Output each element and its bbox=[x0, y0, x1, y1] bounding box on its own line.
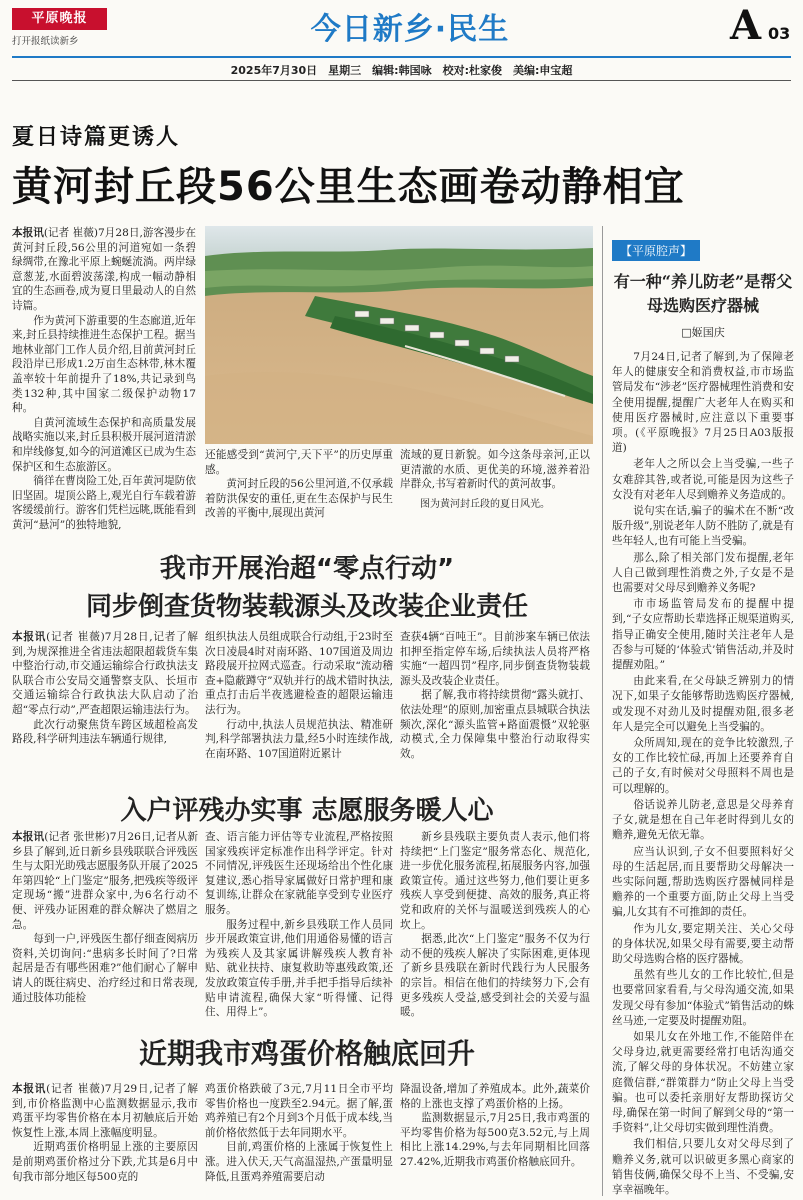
story3-paragraph: 查、语言能力评估等专业流程,严格按照国家残疾评定标准作出科学评定。针对不同情况,评残医生还现场给出个性化康复建议,悉心指导家属做好日常护理和康复训练,让群众在家就能享受到专业医疗服务。 bbox=[205, 831, 393, 916]
sidebar-divider bbox=[602, 226, 603, 1196]
story3-lead: 本报讯 bbox=[12, 831, 45, 843]
story3-paragraph: 7月26日,记者从新乡县了解到,近日新乡县残联联合评残医生与太阳光助残志愿服务队开展了2025年第四轮“上门鉴定”服务,把残疾等级评定现场“搬”进群众家中,为6名行动不便、评残办证困难的群众解决了燃眉之急。 bbox=[12, 831, 199, 931]
story2-paragraph: 此次行动聚焦货车跨区域超检高发路段,科学研判违法车辆通行规律, bbox=[12, 718, 198, 746]
sidebar-column-tag: 【平原腔声】 bbox=[612, 240, 700, 261]
header-rule bbox=[12, 56, 791, 58]
story4-lead: 本报讯 bbox=[12, 1083, 47, 1095]
story2-column-3 bbox=[400, 630, 590, 761]
story1-paragraph-2: 作为黄河下游重要的生态廊道,近年来,封丘县持续推进生态保护工程。据当地林业部门工作人员介绍,目前黄河封丘段沿岸已形成1.2万亩生态林带,林木覆盖率较十年前提升了18%,共记录到鸟类132种,其中国家二级保护动物17种。 bbox=[12, 314, 196, 415]
story2-paragraph: 查获4辆“百吨王”。目前涉案车辆已依法扣押至指定停车场,后续执法人员将严格实施“一超四罚”程序,同步倒查货物装载源头及改装企业责任。 bbox=[400, 631, 590, 687]
story1-column-2 bbox=[205, 448, 393, 521]
story4-column-2 bbox=[205, 1082, 393, 1184]
header-divider bbox=[12, 80, 791, 81]
story3-column-2 bbox=[205, 830, 393, 1020]
sidebar-paragraph: 老年人之所以会上当受骗,一些子女难辞其咎,或者说,可能是因为这些子女没有对老年人尽到赡养义务造成的。 bbox=[612, 458, 794, 501]
story3-byline: (记者 张世彬) bbox=[44, 831, 110, 843]
story3-paragraph: 服务过程中,新乡县残联工作人员同步开展政策宣讲,他们用通俗易懂的语言为残疾人及其家属讲解残疾人教育补贴、就业扶持、康复救助等惠残政策,还发放政策宣传手册,并手把手指导后续补贴申请流程,确保大家“听得懂、记得住、用得上”。 bbox=[205, 918, 393, 1019]
story3-column-3 bbox=[400, 830, 590, 1020]
story2-paragraph: 行动中,执法人员规范执法、精准研判,科学部署执法力量,经5小时连续作战,在南环路、107国道附近累计 bbox=[205, 718, 393, 760]
sidebar-paragraph: 众所周知,现在的竞争比较激烈,子女的工作比较忙碌,再加上还要养育自己的子女,有时候对父母照料不周也是可以理解的。 bbox=[612, 737, 794, 795]
story4-paragraph: 鸡蛋价格跌破了3元,7月11日全市平均零售价格也一度跌至2.94元。据了解,蛋鸡养殖已有2个月到3个月低于成本线,当前价格依然低于去年同期水平。 bbox=[205, 1083, 393, 1139]
dateline: 2025年7月30日 星期三 编辑:韩国咏 校对:杜家俊 美编:申宝超 bbox=[230, 64, 573, 77]
section-title: 今日新乡·民生 bbox=[310, 12, 510, 47]
story1-column-1 bbox=[12, 226, 196, 532]
logo-slogan: 打开报纸读新乡 bbox=[12, 36, 79, 47]
story1-paragraph-5: 还能感受到“黄河宁,天下平”的历史厚重感。 bbox=[205, 449, 393, 476]
story1-paragraph-4: 徜徉在曹岗险工处,百年黄河堤防依旧坚固。堤顶公路上,观光自行车载着游客缓缓前行。游客们凭栏远眺,既能看到黄河“悬河”的独特地貌, bbox=[12, 475, 196, 531]
story1-kicker: 夏日诗篇更诱人 bbox=[12, 124, 181, 150]
sidebar-paragraph: 应当认识到,子女不但要照料好父母的生活起居,而且要帮助父母解决一些实际问题,帮助选购医疗器械同样是赡养的一个重要方面,防止父母上当受骗,儿女其有不可推卸的责任。 bbox=[612, 845, 794, 919]
story4-paragraph: 降温设备,增加了养殖成本。此外,蔬菜价格的上涨也支撑了鸡蛋价格的上扬。 bbox=[400, 1083, 590, 1110]
story1-paragraph-7: 流域的夏日新貌。如今这条母亲河,正以更清澈的水质、更优美的环境,滋养着沿岸群众,书写着新时代的黄河故事。 bbox=[400, 449, 590, 491]
story2-byline: (记者 崔薇) bbox=[46, 631, 105, 643]
newspaper-logo: 平原晚报 bbox=[12, 8, 107, 30]
page-letter: A bbox=[730, 2, 762, 49]
photo-caption: 图为黄河封丘段的夏日风光。 bbox=[420, 498, 550, 510]
sidebar-paragraph: 虽然有些儿女的工作比较忙,但是也要常回家看看,与父母沟通交流,如果发现父母有参加“体验式”销售活动的蛛丝马迹,一定要及时提醒劝阻。 bbox=[612, 969, 794, 1027]
sidebar-author: □姬国庆 bbox=[681, 326, 725, 339]
story1-paragraph-3: 自黄河流域生态保护和高质量发展战略实施以来,封丘县积极开展河道清淤和岸线修复,如今的河道滩区已成为生态保护区和生态旅游区。 bbox=[12, 416, 196, 473]
story3-paragraph: 据悉,此次“上门鉴定”服务不仅为行动不便的残疾人解决了实际困难,更体现了新乡县残联在新时代践行为人民服务的宗旨。相信在他们的持续努力下,会有更多残疾人受益,感受到社会的关爱与温暖。 bbox=[400, 933, 590, 1019]
story2-column-2 bbox=[205, 630, 393, 761]
story2-lead: 本报讯 bbox=[12, 631, 47, 643]
story4-column-3 bbox=[400, 1082, 590, 1170]
story1-paragraph-1: 7月28日,游客漫步在黄河封丘段,56公里的河道宛如一条碧绿绸带,在豫北平原上蜿蜒流淌。两岸绿意葱茏,水面碧波荡漾,构成一幅动静相宜的生态画卷,成为夏日里最动人的自然诗篇。 bbox=[12, 227, 197, 312]
story4-headline: 近期我市鸡蛋价格触底回升 bbox=[138, 1037, 475, 1070]
story1-paragraph-6: 黄河封丘段的56公里河道,不仅承载着防洪保安的重任,更在生态保护与民生改善的平衡中,展现出黄河 bbox=[205, 478, 393, 520]
story1-column-3 bbox=[400, 448, 590, 512]
story4-byline: (记者 崔薇) bbox=[46, 1083, 105, 1095]
story2-paragraph: 据了解,我市将持续贯彻“露头就打、依法处理”的原则,加密重点县城联合执法频次,深化“源头监管+路面震慑”双轮驱动模式,全力保障集中整治行动取得实效。 bbox=[400, 689, 590, 760]
story4-paragraph: 监测数据显示,7月25日,我市鸡蛋的平均零售价格为每500克3.52元,与上周相比上涨14.29%,与去年同期相比回落27.42%,近期我市鸡蛋价格触底回升。 bbox=[400, 1112, 590, 1168]
story3-paragraph: 新乡县残联主要负责人表示,他们将持续把“上门鉴定”服务常态化、规范化,进一步优化服务流程,拓展服务内容,加强政策宣传。通过这些努力,他们要让更多残疾人享受到便捷、高效的服务,真正将党和政府的关怀与温暖送到残疾人的心坎上。 bbox=[400, 831, 590, 931]
story1-lead: 本报讯 bbox=[12, 227, 44, 239]
story1-byline: (记者 崔薇) bbox=[43, 227, 99, 239]
sidebar-paragraph: 说句实在话,骗子的骗术在不断“改版升级”,别说老年人防不胜防了,就是有些年轻人,也有可能上当受骗。 bbox=[612, 505, 794, 548]
story3-column-1 bbox=[12, 830, 198, 1005]
sidebar-paragraph: 我们相信,只要儿女对父母尽到了赡养义务,就可以识破更多黑心商家的销售伎俩,确保父母不上当、不受骗,安享幸福晚年。 bbox=[612, 1138, 794, 1196]
sidebar-paragraph: 如果儿女在外地工作,不能陪伴在父母身边,就更需要经常打电话沟通交流,了解父母的身体状况。不妨建立家庭微信群,“群策群力”防止父母上当受骗。也可以委托亲朋好友帮助探访父母,确保在第一时间了解到父母的“第一手资料”,让父母切实做到理性消费。 bbox=[612, 1030, 794, 1135]
story2-headline-line2: 同步倒查货物装载源头及改装企业责任 bbox=[85, 592, 528, 622]
story2-paragraph: 组织执法人员组成联合行动组,于23时至次日凌晨4时对南环路、107国道及周边路段展开拉网式巡查。行动采取“流动稽查+隐蔽蹲守”双轨并行的战术错时执法,重点打击后半夜逃避检查的超限运输违法行为。 bbox=[205, 631, 393, 716]
sidebar-paragraph: 市市场监管局发布的提醒中提到,“子女应帮助长辈选择正规渠道购买,指导正确安全使用,随时关注老年人是否参与可疑的‘体验式’销售活动,并及时提醒劝阻。” bbox=[612, 598, 794, 672]
story4-paragraph: 7月29日,记者了解到,市价格监测中心监测数据显示,我市鸡蛋平均零售价格在本月初触底后开始恢复性上涨,本周上涨幅度明显。 bbox=[12, 1083, 199, 1139]
sidebar-headline: 有一种“养儿防老”是帮父母选购医疗器械 bbox=[613, 272, 793, 315]
story4-paragraph: 目前,鸡蛋价格的上涨属于恢复性上涨。进入伏天,天气高温湿热,产蛋量明显降低,且蛋鸡养殖需要启动 bbox=[205, 1141, 393, 1183]
story4-column-1 bbox=[12, 1082, 198, 1184]
sidebar-body bbox=[612, 350, 794, 1199]
yellow-river-photo bbox=[205, 226, 593, 444]
sidebar-paragraph: 那么,除了相关部门发布提醒,老年人自己做到理性消费之外,子女是不是也需要对父母尽到赡养义务呢? bbox=[612, 551, 794, 595]
story2-column-1 bbox=[12, 630, 198, 747]
story4-paragraph: 近期鸡蛋价格明显上涨的主要原因是前期鸡蛋价格过分下跌,尤其是6月中旬我市部分地区每500克的 bbox=[12, 1141, 198, 1183]
sidebar-paragraph: 俗话说养儿防老,意思是父母养育子女,就是想在自己年老时得到儿女的赡养,避免无依无靠。 bbox=[612, 798, 794, 842]
story2-headline-line1: 我市开展治超“零点行动” bbox=[159, 554, 455, 584]
sidebar-paragraph: 作为儿女,要定期关注、关心父母的身体状况,如果父母有需要,要主动帮助父母选购合格的医疗器械。 bbox=[612, 922, 794, 965]
story1-headline: 黄河封丘段56公里生态画卷动静相宜 bbox=[12, 164, 685, 210]
page-number: 03 bbox=[768, 24, 791, 43]
sidebar-paragraph: 由此来看,在父母缺乏辨别力的情况下,如果子女能够帮助选购医疗器械,或发现不对劲儿及时提醒劝阻,很多老年人是完全可以避免上当受骗的。 bbox=[612, 675, 794, 733]
story3-paragraph: 每到一户,评残医生都仔细查阅病历资料,关切询问:“患病多长时间了?日常起居是否有哪些困难?”他们耐心了解申请人的既往病史、治疗经过和日常表现,通过肢体功能检 bbox=[12, 933, 198, 1004]
story2-paragraph: 7月28日,记者了解到,为规深推进全省违法超限超载货车集中整治行动,市交通运输综合行政执法支队联合市公安局交通警察支队、长垣市交通运输综合行政执法大队启动了治超“零点行动”,严查超限运输违法行为。 bbox=[12, 631, 199, 716]
story3-headline: 入户评残办实事 志愿服务暖人心 bbox=[120, 796, 494, 826]
sidebar-paragraph: 7月24日,记者了解到,为了保障老年人的健康安全和消费权益,市市场监管局发布“涉老”医疗器械理性消费和安全使用提醒,提醒广大老年人在购买和使用医疗器械时,应注意以下重要事项。(《平原晚报》7月25日A03版报道) bbox=[612, 351, 794, 455]
